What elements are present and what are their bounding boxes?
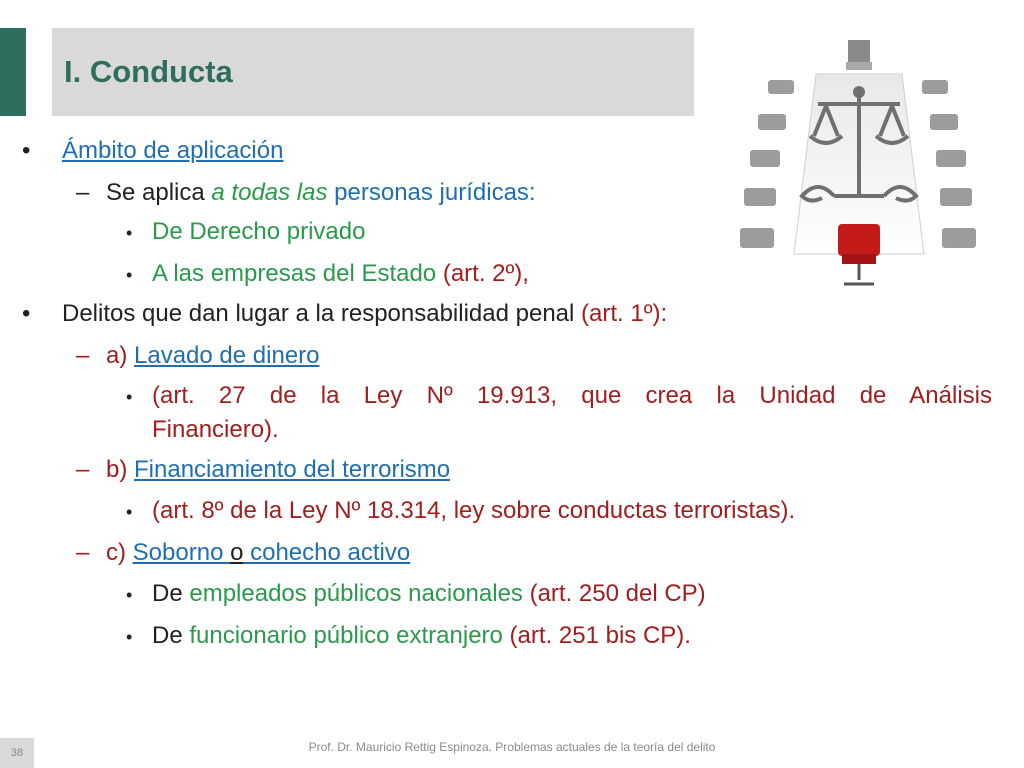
dash-marker: –	[76, 539, 90, 566]
bullet-marker: •	[126, 627, 133, 647]
terrorismo-link[interactable]: Financiamiento del terrorismo	[134, 456, 451, 483]
lavado-link[interactable]: Lavado de dinero	[134, 342, 320, 369]
ambito-link[interactable]: Ámbito de aplicación	[62, 137, 284, 164]
item-ley-19913-cont: Financiero).	[152, 416, 279, 443]
item-empleados	[152, 579, 706, 609]
text: b)	[106, 456, 135, 483]
item-derecho-privado: De Derecho privado	[152, 218, 366, 245]
text-ref: (art. 250 del CP)	[522, 580, 706, 607]
text-o: o	[230, 539, 244, 566]
bullet-marker: •	[126, 585, 133, 605]
slide-number: 38	[0, 738, 34, 768]
text: Delitos que dan lugar a la responsabilidad penal	[62, 300, 582, 327]
text-ref: (art. 1º):	[581, 300, 668, 327]
text-ref: (art. 251 bis CP).	[502, 622, 691, 649]
item-c	[106, 538, 410, 568]
bullet-marker: •	[22, 137, 31, 164]
text: De	[152, 580, 190, 607]
dash-marker: –	[76, 456, 90, 483]
bullet-ambito	[62, 136, 283, 166]
dash-se-aplica	[106, 178, 536, 208]
bullet-marker: •	[126, 502, 133, 522]
soborno-link[interactable]: Soborno	[132, 539, 231, 566]
text: A las empresas del Estado	[152, 260, 443, 287]
item-ley-18314: (art. 8º de la Ley Nº 18.314, ley sobre conductas terroristas).	[152, 497, 796, 524]
text: Se aplica	[106, 179, 212, 206]
text-italic: a todas las	[211, 179, 328, 206]
bullet-marker: •	[126, 223, 133, 243]
text-ref: (art. 2º),	[442, 260, 529, 287]
item-ley-19913: (art. 27 de la Ley Nº 19.913, que crea la Unidad de Análisis	[152, 382, 992, 409]
text: De	[152, 622, 190, 649]
dash-marker: –	[76, 179, 90, 206]
text: funcionario público extranjero	[189, 622, 503, 649]
bullet-marker: •	[126, 387, 133, 407]
bullet-marker: •	[22, 300, 31, 327]
text: a)	[106, 342, 135, 369]
dash-marker: –	[76, 342, 90, 369]
item-a	[106, 341, 320, 371]
cohecho-link[interactable]: cohecho activo	[243, 539, 411, 566]
page-title: I. Conducta	[64, 54, 233, 89]
item-empresas-estado	[152, 259, 529, 289]
item-funcionario	[152, 621, 691, 651]
text: empleados públicos nacionales	[189, 580, 523, 607]
bullet-delitos	[62, 299, 667, 329]
text: personas jurídicas:	[327, 179, 536, 206]
item-b	[106, 455, 450, 485]
bullet-marker: •	[126, 265, 133, 285]
text: c)	[106, 539, 133, 566]
footer-text: Prof. Dr. Mauricio Rettig Espinoza. Problemas actuales de la teoría del delito	[308, 740, 716, 754]
